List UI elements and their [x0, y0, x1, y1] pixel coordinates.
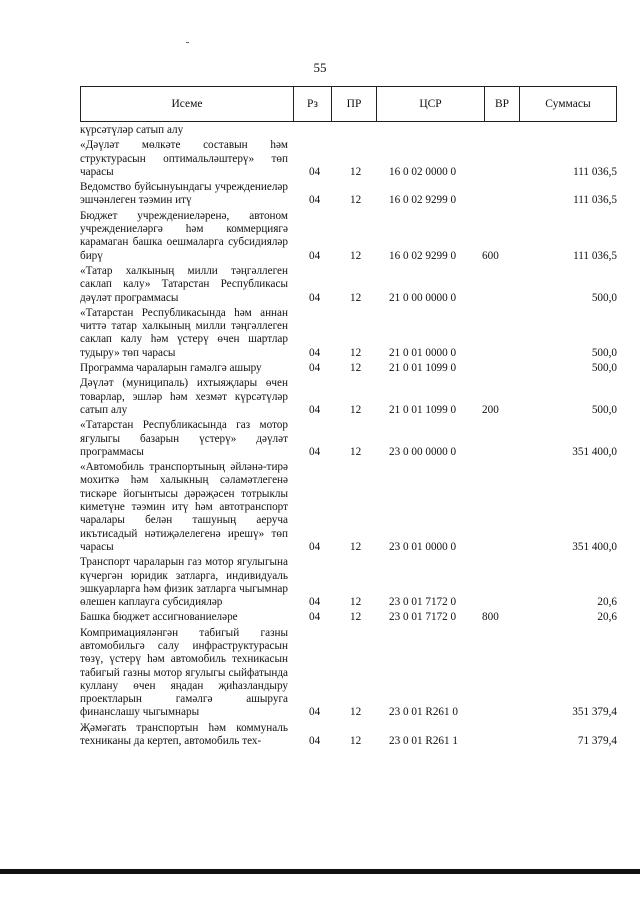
row-vr: 200 — [482, 403, 499, 416]
row-rz: 04 — [309, 362, 321, 375]
row-pr: 12 — [350, 194, 362, 207]
row-pr: 12 — [350, 706, 362, 719]
table-row — [80, 627, 617, 720]
row-name: «Татар халкының милли тәңгәллеген саклап калу» Татарстан Республикасы дәүләт программасы — [80, 264, 288, 304]
table-row — [80, 362, 617, 375]
row-name: Компримацияләнгән табигый газны автомобильгә салу инфраструктурасын төзү, үстерү һәм автомобиль техникасын табигый газны мотор ягулыгы сыйфатында куллану өчен яңадан җиһазландыру проектларын гамәлгә ашыруга финанслашу чыгымнары — [80, 626, 288, 719]
row-sum: 71 379,4 — [577, 735, 617, 748]
row-rz: 04 — [309, 611, 321, 624]
row-rz: 04 — [309, 445, 321, 458]
row-rz: 04 — [309, 540, 321, 553]
row-csr: 23 0 01 7172 0 — [389, 596, 457, 609]
row-name: Башка бюджет ассигнованиеләре — [80, 611, 238, 624]
row-rz: 04 — [309, 249, 321, 262]
table-row — [80, 139, 617, 179]
row-sum: 20,6 — [597, 611, 617, 624]
table-row — [80, 210, 617, 263]
row-name: Җәмәгать транспортын һәм коммуналь техниканы да кертеп, автомобиль тех- — [80, 721, 288, 748]
row-name: күрсәтүләр сатып алу — [80, 124, 184, 136]
scan-speck — [186, 42, 189, 43]
row-pr: 12 — [350, 249, 362, 262]
row-csr: 23 0 01 R261 0 — [389, 706, 458, 719]
row-rz: 04 — [309, 706, 321, 719]
row-name: «Дәүләт мөлкәте составын һәм структурасын оптимальләштерү» төп чарасы — [80, 139, 288, 178]
row-pr: 12 — [350, 165, 362, 178]
row-pr: 12 — [350, 540, 362, 553]
row-csr: 23 0 00 0000 0 — [389, 445, 457, 458]
row-csr: 23 0 01 R261 1 — [389, 735, 458, 748]
table-row — [80, 377, 617, 417]
row-rz: 04 — [309, 735, 321, 748]
row-rz: 04 — [309, 291, 321, 304]
table-row — [80, 419, 617, 459]
row-sum: 500,0 — [591, 291, 617, 304]
header-sum: Суммасы — [545, 98, 591, 110]
row-name: Программа чараларын гамәлгә ашыру — [80, 362, 262, 375]
header-pr: ПР — [332, 87, 377, 121]
header-vr: ВР — [485, 87, 520, 121]
row-sum: 351 400,0 — [572, 540, 617, 553]
row-vr: 600 — [482, 249, 499, 262]
row-name: Ведомство буйсынуындагы учреждениеләр эшчәнлеген тәэмин итү — [80, 181, 288, 207]
row-sum: 500,0 — [591, 403, 617, 416]
row-csr: 21 0 00 0000 0 — [389, 291, 457, 304]
row-sum: 111 036,5 — [573, 249, 617, 262]
table-body — [80, 124, 617, 748]
row-name: «Татарстан Республикасында һәм аннан читтә татар халкының милли тәңгәллеген саклап калу һәм үстерү өчен шартлар тудыру» төп чарасы — [80, 306, 288, 359]
row-pr: 12 — [350, 611, 362, 624]
table-row — [80, 556, 617, 609]
row-name: «Татарстан Республикасында газ мотор ягулыгы базарын үстерү» дәүләт программасы — [80, 419, 288, 458]
row-pr: 12 — [350, 362, 362, 375]
header-csr: ЦСР — [377, 87, 485, 121]
row-pr: 12 — [350, 735, 362, 748]
row-pr: 12 — [350, 596, 362, 609]
row-rz: 04 — [309, 403, 321, 416]
row-pr: 12 — [350, 346, 362, 359]
row-vr: 800 — [482, 611, 499, 624]
row-pr: 12 — [350, 291, 362, 304]
table-header — [80, 86, 617, 122]
row-sum: 111 036,5 — [573, 165, 617, 178]
row-pr: 12 — [350, 403, 362, 416]
row-csr: 16 0 02 9299 0 — [389, 194, 457, 207]
row-csr: 23 0 01 7172 0 — [389, 611, 457, 624]
row-sum: 500,0 — [591, 362, 617, 375]
row-rz: 04 — [309, 346, 321, 359]
header-name: Исеме — [81, 87, 294, 121]
row-rz: 04 — [309, 194, 321, 207]
row-name: Транспорт чараларын газ мотор ягулыгына күчергән юридик затларга, индивидуаль эшкуарларга һәм физик затларга чыгымнар өлешен каплауга субсидияләр — [80, 556, 288, 609]
row-sum: 20,6 — [597, 596, 617, 609]
row-rz: 04 — [309, 165, 321, 178]
row-csr: 16 0 02 0000 0 — [389, 165, 457, 178]
table-row — [80, 307, 617, 360]
table-row — [80, 722, 617, 749]
page-number: 55 — [313, 60, 327, 75]
row-csr: 21 0 01 0000 0 — [389, 346, 457, 359]
row-name: «Автомобиль транспортының әйләнә-тирә мохиткә һәм халыкның сәламәтлегенә тискәре йогынтысы дәрәҗәсен тотрыклы киметүне тәэмин итү һәм автотранспорт чаралары белән ташуның аеруча икътисадый нәтиҗәлелегенә ирешү» төп чарасы — [80, 461, 288, 553]
row-sum: 351 379,4 — [572, 706, 617, 719]
row-csr: 23 0 01 0000 0 — [389, 540, 457, 553]
table-row — [80, 124, 617, 137]
row-pr: 12 — [350, 445, 362, 458]
table-row — [80, 181, 617, 208]
row-csr: 21 0 01 1099 0 — [389, 362, 457, 375]
row-csr: 16 0 02 9299 0 — [389, 249, 457, 262]
table-row — [80, 611, 617, 624]
table-row — [80, 265, 617, 305]
row-name: Дәүләт (муниципаль) ихтыяҗлары өчен товарлар, эшләр һәм хезмәт күрсәтүләр сатып алу — [80, 377, 288, 416]
row-rz: 04 — [309, 596, 321, 609]
row-sum: 500,0 — [591, 346, 617, 359]
row-csr: 21 0 01 1099 0 — [389, 403, 457, 416]
row-name: Бюджет учреждениеләренә, автоном учреждениеләргә һәм коммерциягә карамаган башка оешмаларга субсидияләр бирү — [80, 209, 288, 262]
row-sum: 111 036,5 — [573, 194, 617, 207]
row-sum: 351 400,0 — [572, 445, 617, 458]
table-row — [80, 461, 617, 554]
scan-edge-bar — [0, 869, 640, 874]
header-rz: Рз — [294, 87, 332, 121]
